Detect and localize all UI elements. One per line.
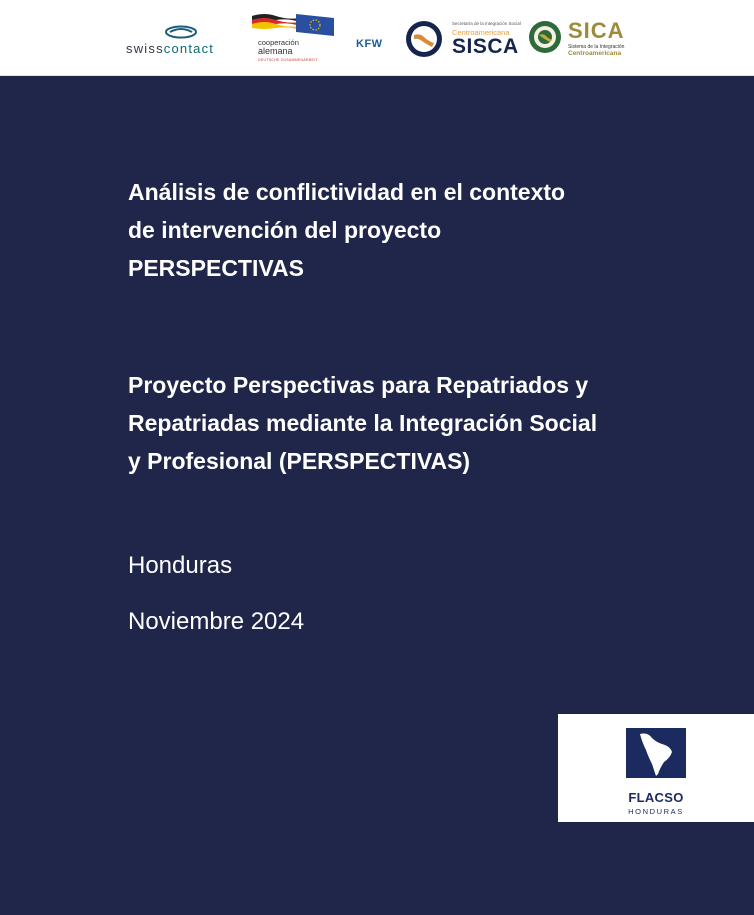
flacso-region: HONDURAS (628, 807, 684, 816)
publication-date: Noviembre 2024 (128, 608, 305, 635)
sisca-logo (404, 18, 521, 60)
document-title (128, 173, 688, 287)
sica-acronym: SICA (568, 18, 625, 43)
sisca-line1: Secretaría de la Integración Social (452, 21, 521, 26)
swisscontact-logo (126, 25, 238, 61)
sica-seal-icon (528, 20, 562, 54)
title-line: Análisis de conflictividad en el contexto (128, 179, 566, 205)
cooperacion-line2: alemana (258, 46, 293, 56)
sica-line1: Sistema de la Integración (568, 44, 625, 50)
subtitle-line: Repatriadas mediante la Integración Social (128, 410, 598, 436)
swisscontact-wordmark: swisscontact (126, 41, 215, 56)
swisscontact-swirl-icon (164, 25, 198, 39)
country: Honduras (128, 552, 233, 579)
flacso-logo (558, 714, 754, 822)
sica-line2: Centroamericana (568, 50, 622, 57)
german-flag-wave-icon (252, 12, 336, 40)
title-line: PERSPECTIVAS (128, 255, 304, 281)
logo-bar (0, 0, 754, 76)
subtitle-line: y Profesional (PERSPECTIVAS) (128, 448, 471, 474)
sisca-line2: Centroamericana (452, 28, 510, 37)
cooperacion-line3: DEUTSCHE ZUSAMMENARBEIT (258, 58, 318, 62)
subtitle-line: Proyecto Perspectivas para Repatriados y (128, 372, 589, 398)
cooperacion-line1: cooperación (258, 38, 299, 47)
cooperacion-alemana-logo (252, 12, 336, 64)
document-subtitle (128, 366, 688, 480)
title-line: de intervención del proyecto (128, 217, 442, 243)
sisca-acronym: SISCA (452, 35, 519, 58)
latin-america-map-icon (626, 728, 686, 784)
sica-logo (528, 18, 636, 60)
sisca-seal-icon (404, 19, 444, 59)
kfw-logo: KFW (356, 38, 383, 50)
flacso-name: FLACSO (628, 790, 684, 805)
